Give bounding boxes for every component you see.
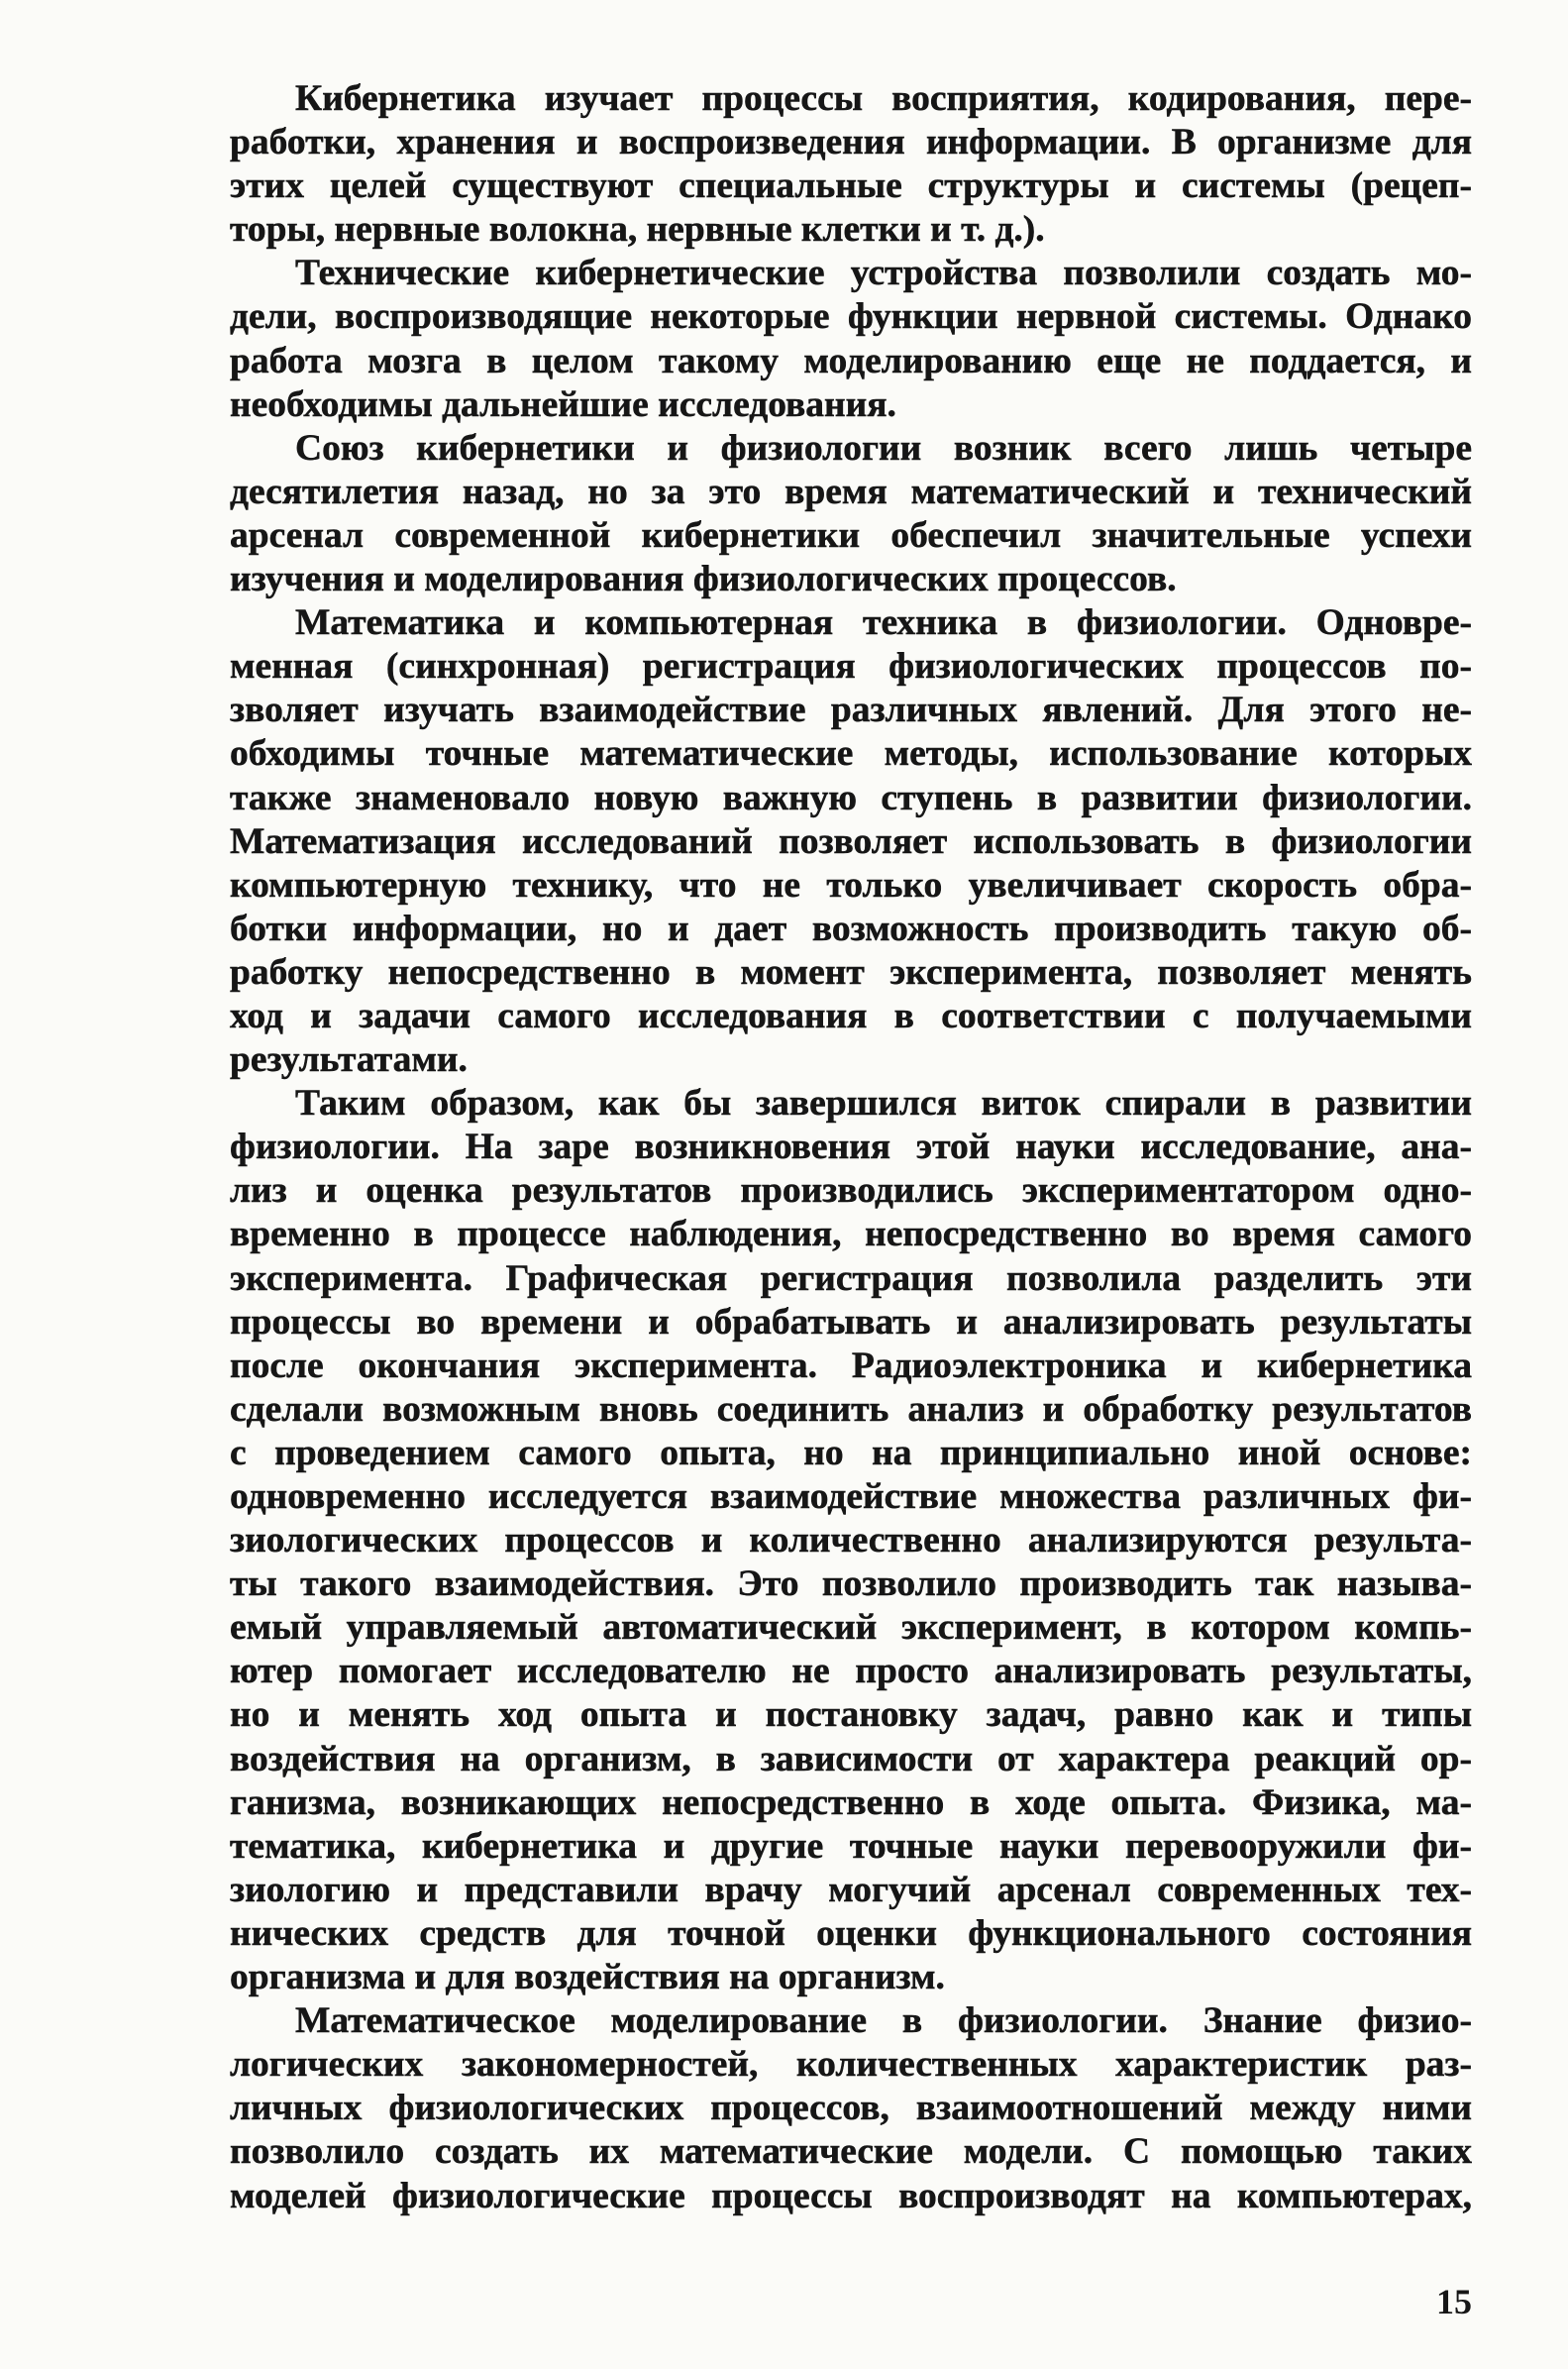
text-line: торы, нервные волокна, нервные клетки и т. д.). (230, 209, 1045, 251)
text-line: временно в процессе наблюдения, непосредственно во время самого (230, 1214, 1472, 1255)
text-line: нических средств для точной оценки функционального состояния (230, 1912, 1472, 1954)
text-line: необходимы дальнейшие исследования. (230, 383, 896, 425)
text-line: эксперимента. Графическая регистрация позволила разделить эти (230, 1257, 1472, 1299)
paragraph-technical-devices (164, 252, 1472, 426)
text-line: Технические кибернетические устройства позволили создать мо- (295, 253, 1472, 294)
text-line: воздействия на организм, в зависимости от характера реакций ор- (230, 1738, 1472, 1779)
text-line: изучения и моделирования физиологических процессов. (230, 559, 1177, 600)
text-line: Кибернетика изучает процессы восприятия, кодирования, пере- (295, 78, 1472, 119)
text-line: зволяет изучать взаимодействие различных явлений. Для этого не- (230, 690, 1472, 731)
text-line: Математизация исследований позволяет использовать в физиологии (230, 820, 1472, 862)
text-line: организма и для воздействия на организм. (230, 1957, 945, 1998)
text-line: сделали возможным вновь соединить анализ и обработку результатов (230, 1388, 1472, 1430)
text-line: ганизма, возникающих непосредственно в ходе опыта. Физика, ма- (230, 1781, 1472, 1823)
text-line: физиологии. На заре возникновения этой науки исследование, ана- (230, 1127, 1472, 1168)
text-line: после окончания эксперимента. Радиоэлектроника и кибернетика (230, 1345, 1472, 1386)
text-line: также знаменовало новую важную ступень в развитии физиологии. (230, 777, 1472, 818)
paragraph-mathematical-modeling (164, 1999, 1472, 2217)
text-line: менная (синхронная) регистрация физиологических процессов по- (230, 646, 1472, 688)
text-line: ход и задачи самого исследования в соответствии с получаемыми (230, 995, 1472, 1036)
paragraph-union (164, 427, 1472, 601)
text-line: логических закономерностей, количественных характеристик раз- (230, 2044, 1472, 2086)
text-line: Таким образом, как бы завершился виток спирали в развитии (295, 1083, 1472, 1125)
text-line: процессы во времени и обрабатывать и анализировать результаты (230, 1301, 1472, 1343)
text-line: лиз и оценка результатов производились экспериментатором одно- (230, 1170, 1472, 1212)
text-line: десятилетия назад, но за это время математический и технический (230, 471, 1472, 512)
text-line: тематика, кибернетика и другие точные науки перевооружили фи- (230, 1825, 1472, 1867)
text-line: но и менять ход опыта и постановку задач, равно как и типы (230, 1694, 1472, 1736)
paragraph-mathematics-computers (164, 601, 1472, 1082)
paragraph-spiral (164, 1082, 1472, 1999)
text-line: емый управляемый автоматический эксперимент, в котором компь- (230, 1607, 1472, 1649)
text-line: ты такого взаимодействия. Это позволило производить так называ- (230, 1563, 1472, 1605)
text-line: позволило создать их математические модели. С помощью таких (230, 2131, 1472, 2173)
text-line: ботки информации, но и дает возможность производить такую об- (230, 908, 1472, 949)
text-line: этих целей существуют специальные структуры и системы (рецеп- (230, 165, 1472, 207)
page-number: 15 (1436, 2282, 1472, 2321)
text-line: дели, воспроизводящие некоторые функции нервной системы. Однако (230, 296, 1472, 338)
text-line: результатами. (230, 1039, 468, 1081)
page-body (164, 77, 1472, 2218)
text-line: с проведением самого опыта, но на принципиально иной основе: (230, 1432, 1472, 1473)
text-line: Математическое моделирование в физиологии. Знание физио- (295, 2000, 1472, 2042)
text-line: работки, хранения и воспроизведения информации. В организме для (230, 122, 1472, 163)
text-line: Математика и компьютерная техника в физиологии. Одновре- (295, 602, 1472, 644)
text-line: зиологических процессов и количественно анализируются результа- (230, 1520, 1472, 1561)
text-line: личных физиологических процессов, взаимоотношений между ними (230, 2088, 1472, 2129)
text-line: одновременно исследуется взаимодействие множества различных фи- (230, 1476, 1472, 1517)
paragraph-cybernetics-intro (164, 77, 1472, 252)
text-line: моделей физиологические процессы воспроизводят на компьютерах, (230, 2175, 1472, 2216)
text-line: зиологию и представили врачу могучий арсенал современных тех- (230, 1869, 1472, 1910)
text-line: ютер помогает исследователю не просто анализировать результаты, (230, 1651, 1472, 1692)
text-line: компьютерную технику, что не только увеличивает скорость обра- (230, 864, 1472, 906)
text-line: арсенал современной кибернетики обеспечил значительные успехи (230, 514, 1472, 556)
text-line: Союз кибернетики и физиологии возник всего лишь четыре (295, 427, 1472, 469)
text-line: работку непосредственно в момент эксперимента, позволяет менять (230, 951, 1472, 993)
text-line: работа мозга в целом такому моделированию еще не поддается, и (230, 340, 1472, 381)
text-line: обходимы точные математические методы, использование которых (230, 733, 1472, 775)
